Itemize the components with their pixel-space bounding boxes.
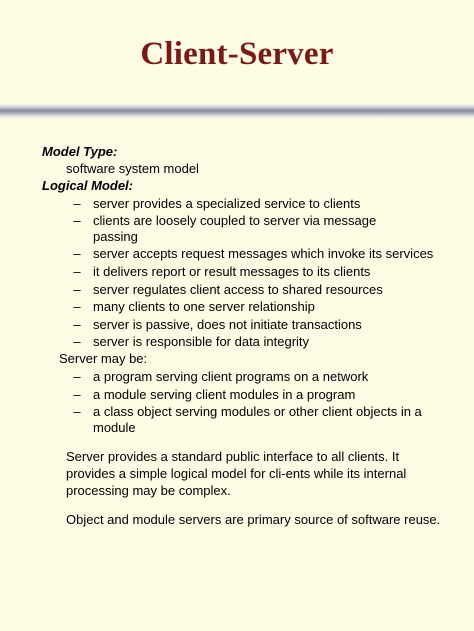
bullet-dash: – xyxy=(73,213,81,228)
logical-model-label: Logical Model: xyxy=(42,178,133,193)
slide-title: Client-Server xyxy=(140,36,334,72)
list-item: a program serving client programs on a network xyxy=(93,369,369,384)
server-may-be-label: Server may be: xyxy=(59,351,148,366)
list-item-continuation: module xyxy=(93,420,136,435)
list-item: server is passive, does not initiate transactions xyxy=(93,317,362,332)
reuse-paragraph: Object and module servers are primary source of software reuse. xyxy=(66,512,441,527)
list-item: many clients to one server relationship xyxy=(93,299,315,314)
paragraph-line: processing may be complex. xyxy=(66,483,231,498)
model-type-label: Model Type: xyxy=(42,144,118,159)
list-item: a module serving client modules in a program xyxy=(93,387,356,402)
list-item: server accepts request messages which invoke its services xyxy=(93,246,434,261)
list-item: it delivers report or result messages to its clients xyxy=(93,264,371,279)
bullet-dash: – xyxy=(73,246,81,261)
list-item: server provides a specialized service to clients xyxy=(93,196,361,211)
paragraph-line: Server provides a standard public interface to all clients. It xyxy=(66,449,400,464)
list-item: clients are loosely coupled to server via message xyxy=(93,213,377,228)
model-type-value: software system model xyxy=(66,161,199,176)
list-item-continuation: passing xyxy=(93,229,138,244)
bullet-dash: – xyxy=(73,334,81,349)
list-item: a class object serving modules or other client objects in a xyxy=(93,404,422,419)
bullet-dash: – xyxy=(73,369,81,384)
paragraph-line: provides a simple logical model for cli-ents while its internal xyxy=(66,466,407,481)
bullet-dash: – xyxy=(73,282,81,297)
bullet-dash: – xyxy=(73,404,81,419)
list-item: server regulates client access to shared resources xyxy=(93,282,383,297)
list-item: server is responsible for data integrity xyxy=(93,334,310,349)
bullet-dash: – xyxy=(73,317,81,332)
bullet-dash: – xyxy=(73,299,81,314)
bullet-dash: – xyxy=(73,264,81,279)
bullet-dash: – xyxy=(73,387,81,402)
bullet-dash: – xyxy=(73,196,81,211)
